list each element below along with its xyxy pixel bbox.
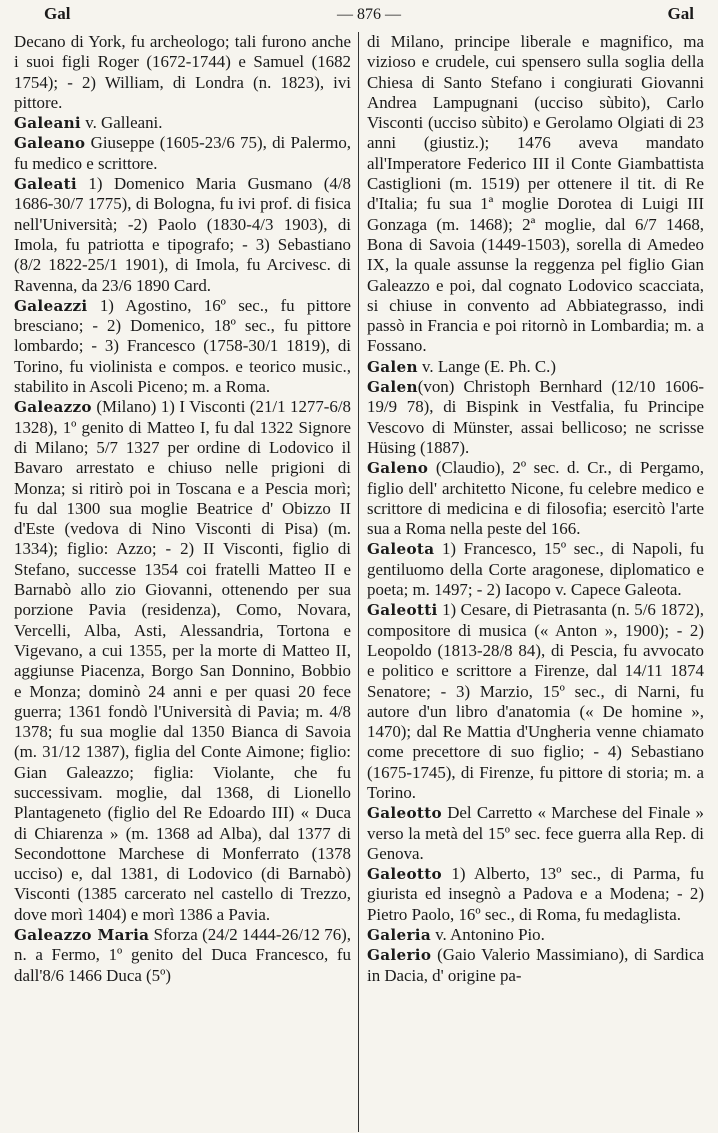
entry-text: 1) Francesco, 15º sec., di Napoli, fu gentiluomo della Corte aragonese, diplomatico e poeta; m. 1497; - 2) Iacopo v. Capece Galeota. bbox=[367, 539, 704, 600]
entry-text: (Gaio Valerio Massimiano), di Sardica in Dacia, d' origine pa- bbox=[367, 945, 704, 985]
entry-text: v. Galleani. bbox=[81, 113, 163, 133]
column-divider bbox=[358, 32, 359, 1132]
dictionary-entry bbox=[367, 377, 704, 458]
entry-headword: Galen bbox=[367, 357, 418, 376]
entry-text: Giuseppe (1605-23/6 75), di Palermo, fu medico e scrittore. bbox=[14, 133, 351, 173]
entry-headword: Galeati bbox=[14, 175, 77, 194]
dictionary-entry bbox=[367, 357, 704, 377]
two-column-body bbox=[14, 32, 706, 986]
entry-text: Decano di York, fu archeologo; tali furono anche i suoi figli Roger (1672-1744) e Samuel (1682 1754); - 2) William, di Londra (n. 1823), ivi pittore. bbox=[14, 32, 351, 112]
entry-text: v. Lange (E. Ph. C.) bbox=[417, 356, 557, 376]
entry-headword: Galeazzo bbox=[14, 398, 92, 417]
entry-headword: Galerio bbox=[367, 946, 432, 965]
dictionary-entry bbox=[367, 600, 704, 803]
entry-text: di Milano, principe liberale e magnifico, ma vizioso e crudele, cui spensero sulla soglia della Chiesa di Santo Stefano i congiurati Giovanni Andrea Lampugnani (ucciso sùbito), Carlo Visconti (ucciso sùbito) e Gerolamo Olgiati di 23 anni (giustiz.); 1476 aveva mandato all'Imperatore Federico III il Conte Giambattista Castiglioni (m. 1519) per ottenere il tit. di Re d'Italia; fu sua 1ª moglie Dorotea di Luigi III Gonzaga (m. 1468); 2ª moglie, dal 6/7 1468, Bona di Savoia (1449-1503), sorella di Amedeo IX, la quale assunse la reggenza pel figlio Gian Galeazzo e poi, dal cognato Lodovico scacciata, si chiuse in convento ad Abbiategrasso, indi passò in Francia e poi ritornò in Lombardia; m. a Fossano. bbox=[367, 32, 704, 356]
entry-text: 1) Domenico Maria Gusmano (4/8 1686-30/7 1775), di Bologna, fu ivi prof. di fisica nell'Università; -2) Paolo (1830-4/3 1903), di Imola, fu patriotta e tipografo; - 3) Sebastiano (8/2 1822-25/1 1901), di Imola, fu Arcivesc. di Ravenna, da 23/6 1890 Card. bbox=[14, 174, 351, 295]
dictionary-entry bbox=[14, 296, 351, 397]
entry-headword: Galeno bbox=[367, 459, 429, 478]
entry-text: (Claudio), 2º sec. d. Cr., di Pergamo, figlio dell' architetto Nicone, fu celebre medico e scrittore di medicina e di filosofia; esercitò l'arte sua a Roma nella peste del 166. bbox=[367, 458, 704, 539]
header-right-guide-word: Gal bbox=[667, 4, 694, 23]
entry-text: Sforza (24/2 1444-26/12 76), n. a Fermo, 1º genito del Duca Francesco, fu dall'8/6 1466 Duca (5º) bbox=[14, 925, 351, 985]
entry-headword: Galen bbox=[367, 378, 418, 397]
entry-headword: Galeria bbox=[367, 926, 431, 945]
dictionary-entry bbox=[14, 397, 351, 925]
dictionary-entry bbox=[14, 113, 351, 133]
entry-headword: Galeazzo Maria bbox=[14, 926, 150, 945]
dictionary-entry bbox=[14, 174, 351, 296]
entry-text: 1) Agostino, 16º sec., fu pittore bresciano; - 2) Domenico, 18º sec., fu pittore lombardo; - 3) Francesco (1758-30/1 1819), di Torino, fu violinista e compos. e teorico music., stabilito in Ascoli Piceno; m. a Roma. bbox=[14, 295, 351, 397]
entry-headword: Galeota bbox=[367, 540, 435, 559]
entry-headword: Galeazzi bbox=[14, 296, 88, 315]
dictionary-entry bbox=[367, 458, 704, 539]
dictionary-entry bbox=[367, 803, 704, 864]
entry-text: 1) Cesare, di Pietrasanta (n. 5/6 1872), compositore di musica (« Anton », 1900); - 2) Leopoldo (1813-28/8 84), di Pescia, fu avvocato e politico e scrittore a Firenze, dal 14/11 1874 Senatore; - 3) Marzio, 15º sec., di Narni, fu autore d'un libro d'anatomia (« De homine », 1470); dal Re Mattia d'Ungheria venne chiamato come precettore di suo figlio; - 4) Sebastiano (1675-1745), di Firenze, fu pittore di storia; m. a Torino. bbox=[367, 600, 704, 802]
dictionary-entry bbox=[367, 945, 704, 986]
right-column bbox=[367, 32, 704, 986]
dictionary-entry bbox=[367, 864, 704, 925]
entry-headword: Galeotto bbox=[367, 804, 442, 823]
page-header bbox=[14, 4, 706, 32]
left-column bbox=[14, 32, 351, 986]
dictionary-entry bbox=[367, 925, 704, 945]
entry-headword: Galeotto bbox=[367, 865, 442, 884]
dictionary-entry bbox=[14, 925, 351, 986]
entry-text: 1) Alberto, 13º sec., di Parma, fu giurista ed insegnò a Padova e a Modena; - 2) Pietro Paolo, 16º sec., di Roma, fu medaglista. bbox=[367, 864, 704, 924]
entry-headword: Galeotti bbox=[367, 601, 438, 620]
dictionary-entry bbox=[367, 539, 704, 600]
entry-text: (von) Christoph Bernhard (12/10 1606-19/9 78), di Bispink in Vestfalia, fu Principe Vescovo di Münster, assai bellicoso; ne scrisse Hüsing (1887). bbox=[367, 377, 704, 457]
header-left-guide-word: Gal bbox=[44, 4, 71, 23]
entry-text: Del Carretto « Marchese del Finale » verso la metà del 15º sec. fece guerra alla Rep. di Genova. bbox=[367, 803, 704, 863]
page-number: — 876 — bbox=[337, 6, 401, 23]
dictionary-entry bbox=[14, 133, 351, 174]
entry-text: (Milano) 1) I Visconti (21/1 1277-6/8 1328), 1º genito di Matteo I, fu dal 1322 Signore di Milano; 5/7 1327 per ordine di Lodovico il Bavaro arrestato e chiuso nelle prigioni di Monza; si ritirò poi in Toscana e a Pescia morì; fu dal 1300 sua moglie Beatrice d' Obizzo II d'Este (vedova di Nino Visconti di Pisa) (m. 1334); figlio: Azzo; - 2) II Visconti, figlio di Stefano, successe 1354 coi fratelli Matteo II e Barnabò allo zio Giovanni, ottenendo per sua porzione Pavia (residenza), Como, Novara, Vercelli, Alba, Asti, Alessandria, Tortona e Vigevano, a cui 1355, per la morte di Matteo II, aggiunse Piacenza, Borgo San Donnino, Bobbio e Monza; dominò 24 anni e per quasi 20 fece guerra; 1361 fondò l'Università di Pavia; m. 4/8 1378; fu sua moglie dal 1350 Bianca di Savoia (m. 31/12 1387), figlia del Conte Aimone; figlio: Gian Galeazzo; figlia: Violante, che fu successivam. moglie, dal 1368, di Lionello Plantageneto (figlio del Re Edoardo III) « Duca di Chiarenza » (m. 1368 ad Alba), dal 1377 di Secondottone Marchese di Monferrato (1378 ucciso) e, dal 1381, di Lodovico (di Barnabò) Visconti (1385 carcerato nel castello di Trezzo, dove morì 1404) e morì 1386 a Pavia. bbox=[14, 397, 351, 924]
entry-headword: Galeano bbox=[14, 134, 86, 153]
dictionary-entry bbox=[367, 32, 704, 357]
entry-headword: Galeani bbox=[14, 114, 81, 133]
entry-text: v. Antonino Pio. bbox=[430, 925, 545, 945]
dictionary-entry bbox=[14, 32, 351, 113]
